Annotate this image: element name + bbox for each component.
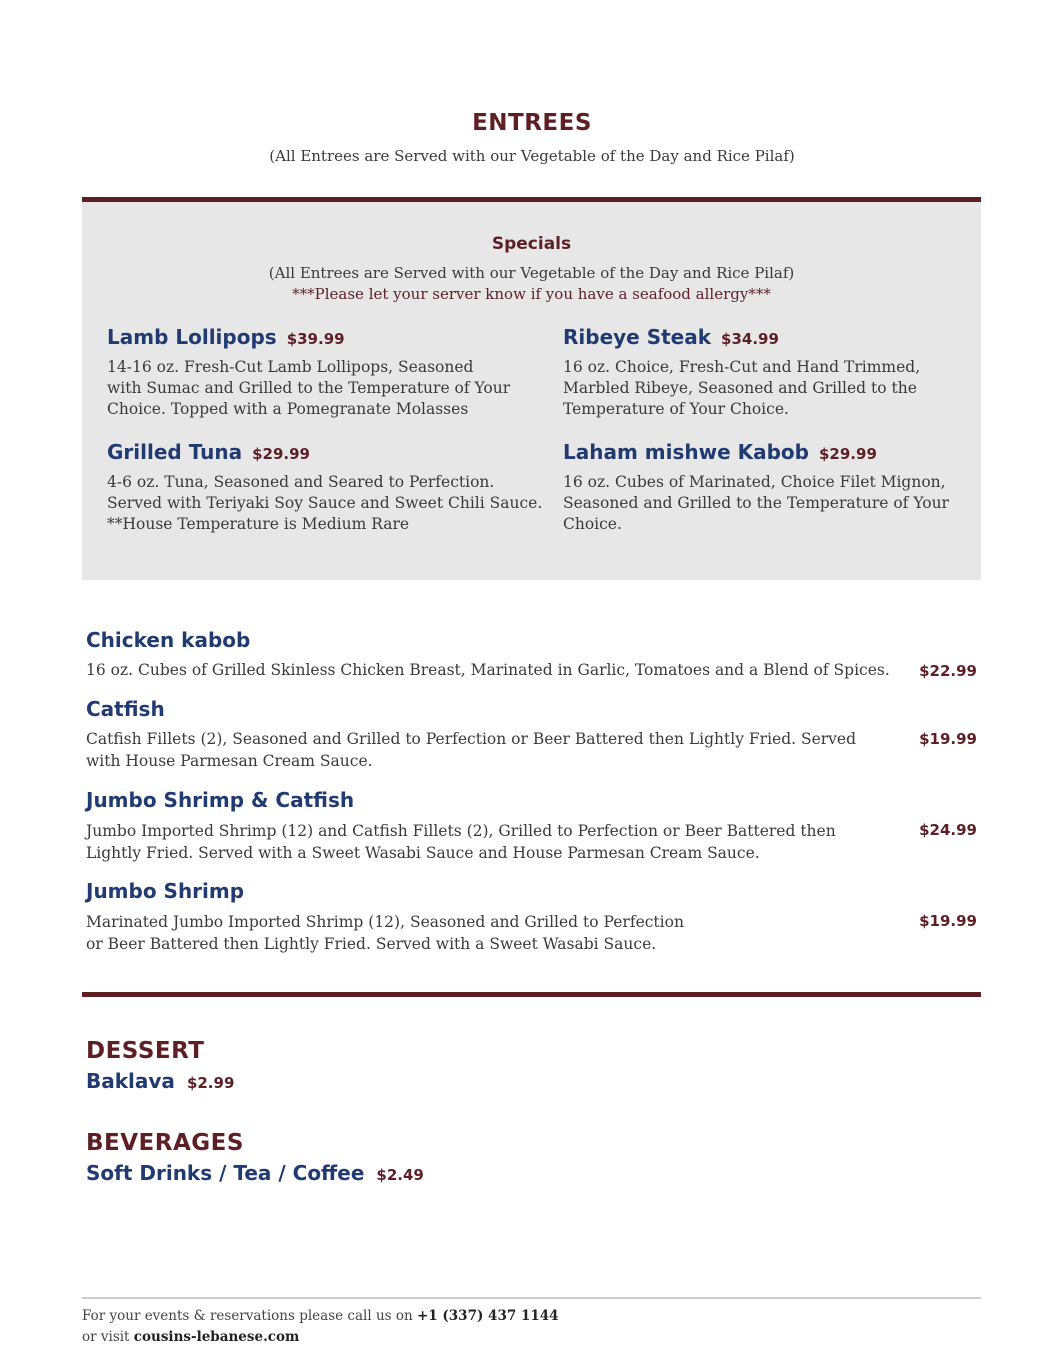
description-line: with Sumac and Grilled to the Temperature of Your [107, 379, 511, 397]
footer-divider [82, 1297, 981, 1299]
phone-link[interactable]: +1 (337) 437 1144 [417, 1308, 559, 1324]
special-description [107, 357, 510, 420]
item-jumbo-shrimp-catfish-description [86, 820, 901, 864]
description-line: Seasoned and Grilled to the Temperature of Your [563, 494, 949, 512]
section-divider [82, 992, 981, 997]
description-line: 14-16 oz. Fresh-Cut Lamb Lollipops, Seasoned [107, 358, 474, 376]
specials-title: Specials [491, 234, 572, 254]
special-lamb-lollipops [107, 325, 345, 349]
footer-visit-text: or visit [82, 1329, 130, 1345]
item-jumbo-shrimp-catfish-price: $24.99 [919, 821, 977, 839]
item-jumbo-shrimp-price: $19.99 [919, 912, 977, 930]
page-title: ENTREES [472, 110, 592, 136]
dessert-title: DESSERT [86, 1038, 205, 1064]
special-price: $34.99 [721, 330, 779, 348]
description-line: 4-6 oz. Tuna, Seasoned and Seared to Perfection. [107, 473, 495, 491]
special-price: $29.99 [252, 445, 310, 463]
special-description [563, 357, 920, 420]
description-line: Catfish Fillets (2), Seasoned and Grilled to Perfection or Beer Battered then Lightly Fried. Served [86, 730, 857, 748]
specials-subtitle: (All Entrees are Served with our Vegetable of the Day and Rice Pilaf) [268, 264, 795, 282]
item-chicken-kabob-price: $22.99 [919, 662, 977, 680]
dessert-price: $2.99 [186, 1074, 235, 1092]
seafood-allergy-note: ***Please let your server know if you have a seafood allergy*** [292, 285, 771, 303]
special-grilled-tuna [107, 440, 310, 464]
description-line: Lightly Fried. Served with a Sweet Wasabi Sauce and House Parmesan Cream Sauce. [86, 844, 760, 862]
item-jumbo-shrimp-catfish-name: Jumbo Shrimp & Catfish [86, 788, 355, 812]
item-catfish-description [86, 728, 901, 772]
beverages-item [86, 1161, 424, 1185]
description-line: Temperature of Your Choice. [563, 400, 789, 418]
special-name: Lamb Lollipops [107, 325, 277, 349]
item-jumbo-shrimp-description [86, 911, 901, 955]
item-jumbo-shrimp-name: Jumbo Shrimp [86, 879, 245, 903]
description-line: 16 oz. Cubes of Marinated, Choice Filet Mignon, [563, 473, 946, 491]
item-chicken-kabob-description: 16 oz. Cubes of Grilled Skinless Chicken Breast, Marinated in Garlic, Tomatoes and a Blend of Spices. [86, 661, 890, 679]
footer-reservations [82, 1308, 559, 1324]
special-name: Laham mishwe Kabob [563, 440, 809, 464]
beverages-name: Soft Drinks / Tea / Coffee [86, 1161, 365, 1185]
special-name: Grilled Tuna [107, 440, 243, 464]
item-catfish-name: Catfish [86, 697, 165, 721]
website-link[interactable]: cousins-lebanese.com [133, 1329, 300, 1345]
description-line: **House Temperature is Medium Rare [107, 515, 410, 533]
description-line: Marinated Jumbo Imported Shrimp (12), Seasoned and Grilled to Perfection [86, 913, 684, 931]
entrees-subtitle: (All Entrees are Served with our Vegetable of the Day and Rice Pilaf) [269, 147, 795, 165]
footer-reservations-text: For your events & reservations please call us on [82, 1308, 413, 1324]
special-description [563, 472, 949, 535]
footer-website [82, 1329, 299, 1345]
special-price: $29.99 [819, 445, 877, 463]
beverages-price: $2.49 [376, 1166, 424, 1184]
special-laham-mishwe-kabob [563, 440, 877, 464]
description-line: Choice. [563, 515, 622, 533]
description-line: 16 oz. Choice, Fresh-Cut and Hand Trimmed, [563, 358, 921, 376]
description-line: with House Parmesan Cream Sauce. [86, 752, 373, 770]
item-chicken-kabob-name: Chicken kabob [86, 628, 251, 652]
dessert-item [86, 1069, 234, 1093]
beverages-title: BEVERAGES [86, 1130, 244, 1156]
special-description [107, 472, 542, 535]
item-catfish-price: $19.99 [919, 730, 977, 748]
description-line: Jumbo Imported Shrimp (12) and Catfish Fillets (2), Grilled to Perfection or Beer Battered then [86, 822, 836, 840]
description-line: or Beer Battered then Lightly Fried. Served with a Sweet Wasabi Sauce. [86, 935, 657, 953]
description-line: Served with Teriyaki Soy Sauce and Sweet Chili Sauce. [107, 494, 543, 512]
description-line: Choice. Topped with a Pomegranate Molasses [107, 400, 469, 418]
dessert-name: Baklava [86, 1069, 175, 1093]
description-line: Marbled Ribeye, Seasoned and Grilled to the [563, 379, 917, 397]
special-price: $39.99 [286, 330, 345, 348]
special-name: Ribeye Steak [563, 325, 712, 349]
special-ribeye-steak [563, 325, 779, 349]
